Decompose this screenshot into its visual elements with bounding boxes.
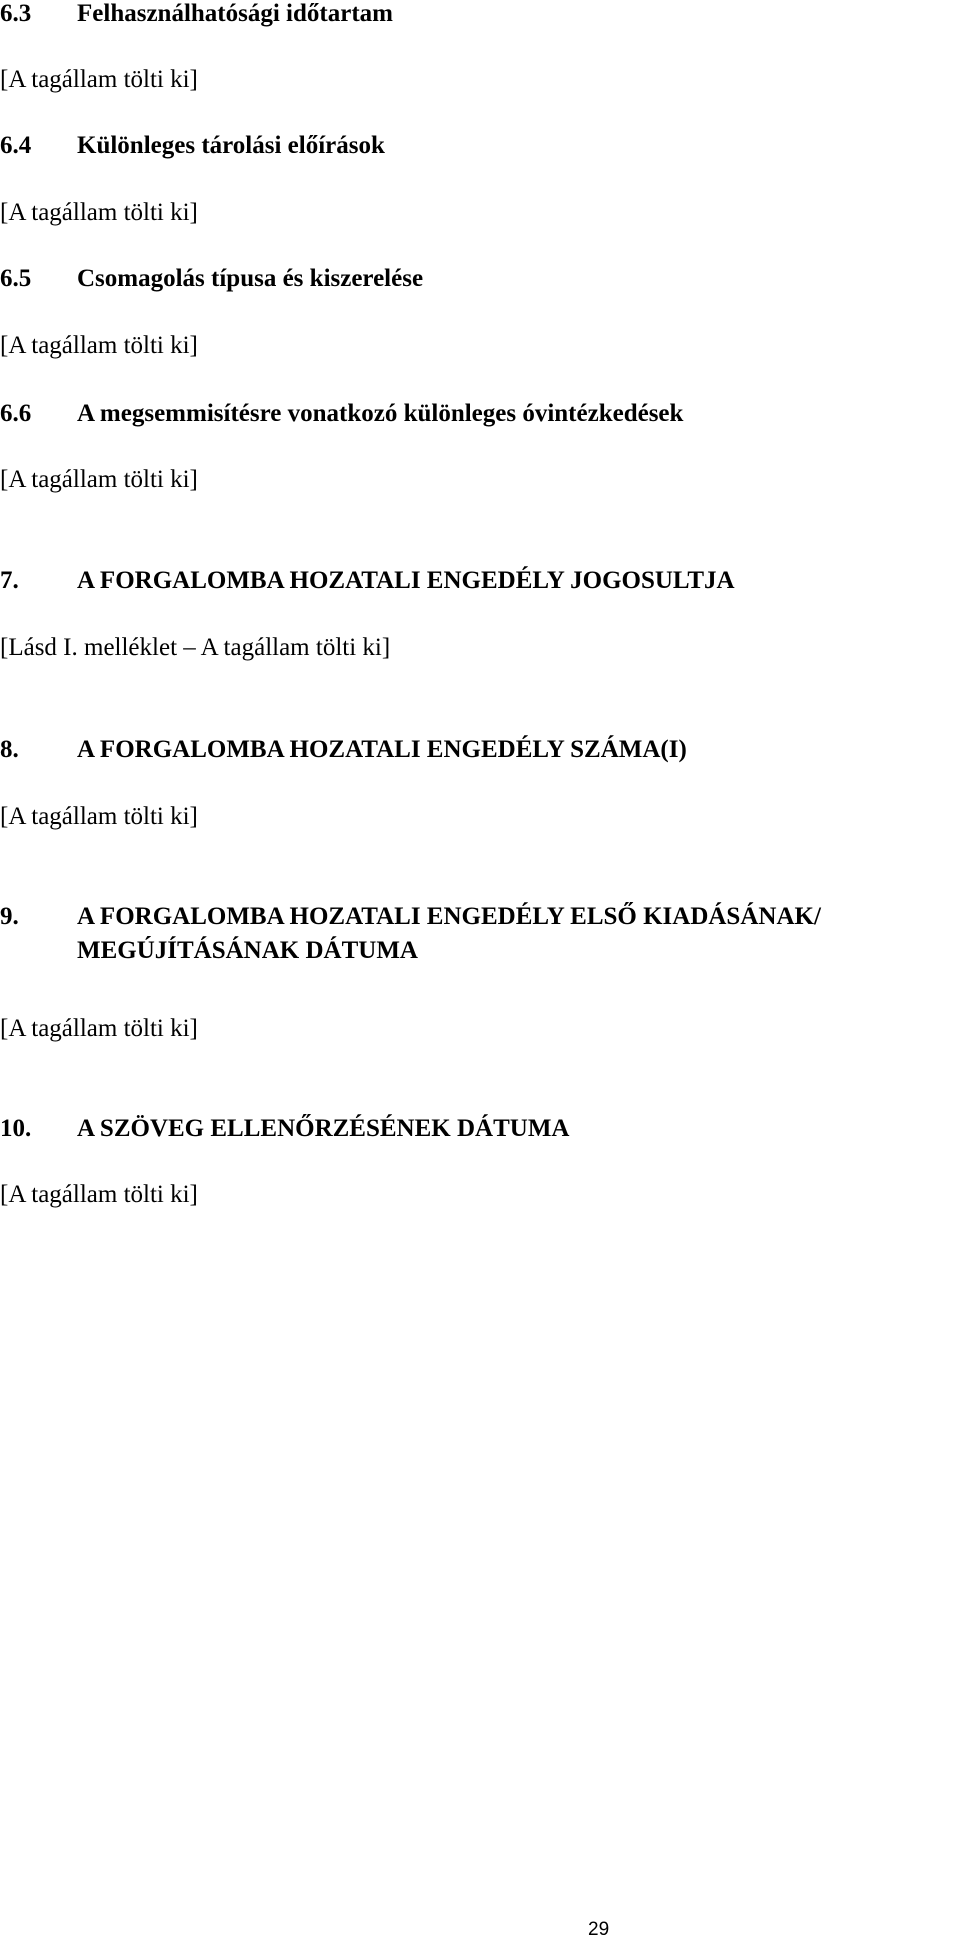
section-title: Különleges tárolási előírások	[77, 132, 385, 159]
section-title: A FORGALOMBA HOZATALI ENGEDÉLY SZÁMA(I)	[77, 736, 687, 763]
section-title: A FORGALOMBA HOZATALI ENGEDÉLY ELSŐ KIADÁSÁNAK/ MEGÚJÍTÁSÁNAK DÁTUMA	[77, 903, 821, 964]
page-number: 29	[588, 1919, 610, 1940]
section-title: A megsemmisítésre vonatkozó különleges óvintézkedések	[77, 400, 684, 427]
section-title: A FORGALOMBA HOZATALI ENGEDÉLY JOGOSULTJA	[77, 567, 735, 594]
section-number: 6.3	[0, 0, 32, 27]
section-title: A SZÖVEG ELLENŐRZÉSÉNEK DÁTUMA	[77, 1115, 570, 1142]
section-number: 6.5	[0, 265, 32, 292]
section-body-6-3: [A tagállam tölti ki]	[0, 66, 198, 93]
section-number: 7.	[0, 567, 19, 594]
section-number: 8.	[0, 736, 19, 763]
section-body-9: [A tagállam tölti ki]	[0, 1015, 198, 1042]
section-number: 10.	[0, 1115, 32, 1142]
section-body-6-4: [A tagállam tölti ki]	[0, 199, 198, 226]
section-title: Felhasználhatósági időtartam	[77, 0, 393, 27]
section-number: 6.4	[0, 132, 32, 159]
section-body-6-5: [A tagállam tölti ki]	[0, 332, 198, 359]
section-body-8: [A tagállam tölti ki]	[0, 803, 198, 830]
section-body-10: [A tagállam tölti ki]	[0, 1181, 198, 1208]
section-title: Csomagolás típusa és kiszerelése	[77, 265, 424, 292]
section-number: 9.	[0, 903, 19, 930]
section-number: 6.6	[0, 400, 32, 427]
section-body-6-6: [A tagállam tölti ki]	[0, 466, 198, 493]
section-body-7: [Lásd I. melléklet – A tagállam tölti ki]	[0, 634, 391, 661]
